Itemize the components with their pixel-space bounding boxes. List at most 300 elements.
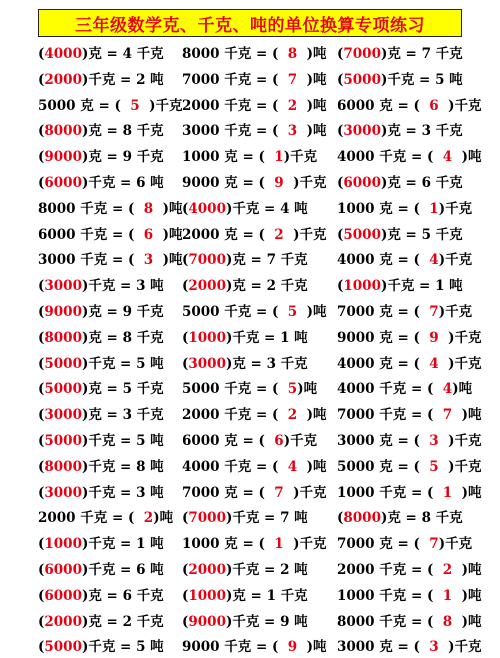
exercise-row [0,611,500,633]
exercise-row [0,275,500,297]
answer-value: 8 [278,46,307,62]
exercise-item [38,430,164,452]
exercise-item [182,611,308,633]
answer-value: 1 [429,200,439,217]
answer-value: 3 [134,252,163,269]
answer-value: 5000 [44,355,82,372]
exercise-text: ( [182,252,189,269]
exercise-item [38,198,182,220]
exercise-text: )吨 [461,149,482,166]
exercise-item [337,611,481,633]
answer-value: 9 [278,639,307,656]
exercise-item [337,43,463,65]
exercise-text: )吨 [306,304,327,320]
answer-value: 3000 [188,355,226,372]
answer-value: 6 [419,97,449,114]
answer-value: 1000 [188,329,226,346]
answer-value: 7 [429,304,439,320]
exercise-text: 1000 千克 = ( [337,587,434,604]
exercise-text: 2000 千克 = ( [337,562,434,578]
exercise-text: )吨 [162,200,183,217]
exercise-text: )千克 = 6 吨 [81,175,164,191]
answer-value: 4 [442,381,453,398]
answer-value: 5000 [343,71,381,88]
answer-value: 7 [433,407,462,424]
answer-value: 5000 [343,226,381,243]
exercise-text: 8000 千克 = ( [182,46,279,62]
exercise-text: 7000 克 = ( [337,536,430,553]
exercise-item [38,507,173,529]
answer-value: 7000 [188,252,226,269]
exercise-text: ( [38,613,45,630]
exercise-text: ( [337,46,344,62]
exercise-text: ( [38,355,45,372]
exercise-text: )吨 [461,562,482,578]
exercise-text: )千克 [438,304,473,320]
exercise-text: ( [38,149,45,166]
exercise-item [182,146,317,168]
exercise-item [182,507,308,529]
exercise-row [0,69,500,91]
exercise-row [0,249,500,271]
exercise-text: ( [182,613,189,630]
exercise-text: )克 = 5 千克 [380,226,463,243]
exercise-item [337,69,463,91]
answer-value: 5000 [44,639,82,656]
exercise-item [182,327,308,349]
answer-value: 4 [278,458,307,475]
exercise-row [0,43,500,65]
exercise-text: )克 = 2 千克 [81,613,164,630]
answer-value: 1 [433,587,462,604]
answer-value: 6 [274,433,284,449]
exercise-text: )吨 [306,97,327,114]
exercise-text: )千克 = 5 吨 [380,71,463,88]
exercise-text: 8000 千克 = ( [337,613,434,630]
exercise-text: 3000 克 = ( [337,433,420,449]
answer-value: 5 [287,381,298,398]
exercise-item [182,353,308,375]
answer-value: 1000 [343,278,381,295]
exercise-text: ( [182,278,189,295]
exercise-text: )吨 [461,484,482,501]
exercise-item [337,249,472,271]
exercise-text: )千克 [283,433,318,449]
exercise-text: ( [38,562,45,578]
exercise-text: ( [337,510,344,527]
answer-value: 9 [419,329,449,346]
exercise-text: 4000 千克 = ( [337,149,434,166]
exercise-text: 3000 千克 = ( [182,123,279,140]
answer-value: 5 [120,97,150,114]
exercise-text: ( [38,639,45,656]
exercise-text: ( [182,562,189,578]
exercise-item [337,507,463,529]
exercise-text: )千克 = 1 吨 [380,278,463,295]
answer-value: 1000 [44,536,82,553]
exercise-text: 5000 克 = ( [38,97,121,114]
exercise-text: )吨 [162,226,183,243]
exercise-text: 7000 千克 = ( [337,407,434,424]
title-banner [38,9,462,37]
answer-value: 1000 [188,587,226,604]
exercise-row [0,95,500,117]
exercise-text: 1000 克 = ( [337,200,430,217]
exercise-text: )千克 = 2 吨 [225,562,308,578]
exercise-text: ( [182,355,189,372]
exercise-row [0,404,500,426]
answer-value: 5000 [44,433,82,449]
exercise-item [337,482,481,504]
exercise-item [38,146,164,168]
exercise-text: 4000 千克 = ( [337,381,443,398]
answer-value: 7 [278,71,307,88]
answer-value: 8000 [44,329,82,346]
exercise-text: )千克 = 9 吨 [225,613,308,630]
exercise-text: )克 = 1 千克 [225,587,308,604]
exercise-text: )克 = 8 千克 [81,329,164,346]
exercise-text: )千克 = 3 吨 [81,484,164,501]
exercise-text: )千克 [149,97,183,114]
exercise-item [182,533,326,555]
answer-value: 3000 [343,123,381,140]
answer-value: 1 [264,536,294,553]
exercise-text: ( [38,278,45,295]
exercise-text: )千克 [293,536,327,553]
exercise-text: ( [182,587,189,604]
exercise-text: )千克 = 1 吨 [225,329,308,346]
answer-value: 3 [419,639,449,656]
exercise-text: 6000 克 = ( [337,97,420,114]
answer-value: 7000 [188,510,226,527]
exercise-text: ( [38,587,45,604]
exercise-text: )克 = 9 千克 [81,149,164,166]
exercise-row [0,507,500,529]
exercise-text: )吨 [297,381,318,398]
exercise-text: )千克 = 5 吨 [81,433,164,449]
answer-value: 1 [433,484,462,501]
exercise-item [337,327,481,349]
exercise-item [182,43,326,65]
exercise-text: )千克 = 8 吨 [81,458,164,475]
exercise-item [38,456,164,478]
answer-value: 2 [433,562,462,578]
exercise-text: ( [38,433,45,449]
exercise-item [182,301,326,323]
exercise-item [337,172,463,194]
exercise-row [0,301,500,323]
answer-value: 8000 [343,510,381,527]
exercise-text: )克 = 7 千克 [380,46,463,62]
exercise-item [337,146,481,168]
exercise-row [0,172,500,194]
exercise-text: 9000 千克 = ( [182,639,279,656]
exercise-text: 2000 克 = ( [182,226,265,243]
answer-value: 2000 [188,562,226,578]
answer-value: 4 [419,355,449,372]
exercise-text: )克 = 6 千克 [380,175,463,191]
exercise-text: 5000 千克 = ( [182,304,279,320]
answer-value: 2000 [44,71,82,88]
answer-value: 8000 [44,123,82,140]
exercise-text: )千克 [293,175,327,191]
exercise-text: 7000 千克 = ( [182,71,279,88]
answer-value: 8 [134,200,163,217]
answer-value: 2000 [44,613,82,630]
exercise-row [0,456,500,478]
exercise-item [38,95,182,117]
answer-value: 4000 [44,46,82,62]
answer-value: 4 [433,149,462,166]
page-title: 三年级数学克、千克、吨的单位换算专项练习 [75,15,425,36]
answer-value: 8000 [44,458,82,475]
exercise-text: ( [38,71,45,88]
exercise-text: )千克 = 7 吨 [225,510,308,527]
exercise-item [182,585,308,607]
exercise-text: )吨 [306,71,327,88]
exercise-item [38,224,182,246]
exercise-item [182,224,326,246]
answer-value: 3000 [44,484,82,501]
exercise-text: )克 = 3 千克 [225,355,308,372]
exercise-text: )千克 [293,484,327,501]
exercise-text: )千克 [448,97,482,114]
exercise-item [38,378,164,400]
exercise-text: )吨 [306,46,327,62]
answer-value: 6000 [44,175,82,191]
exercise-item [38,353,164,375]
answer-value: 2 [278,97,307,114]
exercise-row [0,533,500,555]
exercise-text: ( [38,458,45,475]
exercise-text: )吨 [452,381,473,398]
exercise-text: )克 = 6 千克 [81,587,164,604]
exercise-row [0,482,500,504]
exercise-item [38,120,164,142]
exercise-text: )千克 = 4 吨 [225,200,308,217]
exercise-text: 1000 克 = ( [182,149,275,166]
exercise-item [38,636,164,658]
answer-value: 4 [429,252,439,269]
exercise-item [38,172,164,194]
exercise-row [0,198,500,220]
exercise-text: 6000 克 = ( [182,433,275,449]
exercise-text: )克 = 4 千克 [81,46,164,62]
exercise-item [182,275,308,297]
exercise-text: )千克 [293,226,327,243]
exercise-text: 2000 千克 = ( [182,97,279,114]
exercise-item [182,430,317,452]
exercise-text: ( [182,329,189,346]
exercise-text: )千克 = 5 吨 [81,355,164,372]
exercise-text: ( [38,329,45,346]
exercise-item [337,198,472,220]
exercise-text: )千克 = 6 吨 [81,562,164,578]
answer-value: 2 [264,226,294,243]
exercise-text: ( [182,510,189,527]
exercise-item [182,69,326,91]
answer-value: 9 [264,175,294,191]
exercise-text: )吨 [306,123,327,140]
answer-value: 7000 [343,46,381,62]
answer-value: 3000 [44,407,82,424]
exercise-item [38,43,164,65]
exercise-row [0,585,500,607]
exercise-item [38,533,164,555]
exercise-text: )克 = 3 千克 [81,407,164,424]
answer-value: 2 [143,510,154,527]
exercise-text: ( [38,484,45,501]
exercise-text: )克 = 8 千克 [81,123,164,140]
exercise-item [337,404,481,426]
answer-value: 2 [278,407,307,424]
exercise-item [38,275,164,297]
answer-value: 1 [274,149,284,166]
exercise-item [337,456,481,478]
exercise-row [0,224,500,246]
exercise-item [38,69,164,91]
answer-value: 3000 [44,278,82,295]
exercise-text: 2000 千克 = ( [182,407,279,424]
exercise-row [0,378,500,400]
answer-value: 3 [419,433,449,449]
exercise-item [337,430,481,452]
exercise-item [38,482,164,504]
exercise-text: 5000 千克 = ( [182,381,288,398]
exercise-item [182,120,326,142]
exercise-item [182,95,326,117]
exercise-text: )千克 = 5 吨 [81,639,164,656]
exercise-item [337,353,481,375]
exercise-item [182,404,326,426]
exercise-text: )吨 [461,587,482,604]
exercise-text: 5000 克 = ( [337,458,420,475]
exercise-text: 4000 千克 = ( [182,458,279,475]
exercise-item [182,482,326,504]
exercise-item [38,327,164,349]
exercise-text: ( [337,71,344,88]
exercise-text: )千克 [438,536,473,553]
exercise-text: 6000 千克 = ( [38,226,135,243]
exercise-text: )克 = 8 千克 [380,510,463,527]
exercise-text: )吨 [306,458,327,475]
exercise-text: ( [38,46,45,62]
exercise-text: 8000 千克 = ( [38,200,135,217]
exercise-text: )吨 [306,407,327,424]
exercise-text: 4000 克 = ( [337,355,420,372]
exercise-text: 2000 千克 = ( [38,510,144,527]
exercise-text: )克 = 7 千克 [225,252,308,269]
answer-value: 8 [433,613,462,630]
exercise-item [337,559,481,581]
exercise-text: ( [38,304,45,320]
exercise-item [182,198,308,220]
exercise-row [0,636,500,658]
exercise-row [0,559,500,581]
exercise-text: ( [337,226,344,243]
exercise-text: )千克 [438,252,473,269]
answer-value: 5 [419,458,449,475]
answer-value: 3 [278,123,307,140]
exercise-text: 3000 千克 = ( [38,252,135,269]
exercise-text: )克 = 9 千克 [81,304,164,320]
exercise-item [182,378,317,400]
exercise-text: 4000 克 = ( [337,252,430,269]
exercise-text: )千克 [283,149,318,166]
exercise-text: )千克 [438,200,473,217]
answer-value: 7 [429,536,439,553]
exercise-text: )克 = 2 千克 [225,278,308,295]
exercise-text: )千克 [448,458,482,475]
answer-value: 9000 [44,149,82,166]
answer-value: 2000 [188,278,226,295]
exercise-text: )吨 [461,407,482,424]
exercise-text: )千克 [448,329,482,346]
exercise-row [0,120,500,142]
exercise-item [337,636,481,658]
exercise-row [0,327,500,349]
answer-value: 5000 [44,381,82,398]
exercise-item [38,559,164,581]
exercise-text: ( [182,200,189,217]
exercise-item [38,404,164,426]
exercise-item [182,456,326,478]
exercise-text: ( [38,175,45,191]
exercise-row [0,353,500,375]
exercise-text: )千克 [448,433,482,449]
answer-value: 6000 [343,175,381,191]
exercise-text: ( [337,123,344,140]
exercise-item [337,95,481,117]
exercise-item [182,636,326,658]
exercise-item [182,559,308,581]
exercise-text: ( [38,123,45,140]
exercise-text: 1000 千克 = ( [337,484,434,501]
exercise-text: )千克 = 1 吨 [81,536,164,553]
exercise-item [337,275,463,297]
exercise-item [337,378,472,400]
exercise-item [38,585,164,607]
exercise-item [182,172,326,194]
exercise-text: 1000 克 = ( [182,536,265,553]
exercise-item [182,249,308,271]
exercise-text: 7000 克 = ( [337,304,430,320]
exercise-item [38,249,182,271]
exercise-item [337,120,463,142]
exercise-text: )吨 [153,510,174,527]
exercise-text: )克 = 3 千克 [380,123,463,140]
exercise-item [337,533,472,555]
exercise-row [0,430,500,452]
answer-value: 9000 [44,304,82,320]
exercise-row [0,146,500,168]
exercise-text: ( [337,278,344,295]
exercise-text: ( [337,175,344,191]
exercise-text: )千克 [448,639,482,656]
answer-value: 7 [264,484,294,501]
exercise-item [337,224,463,246]
exercise-text: ( [38,407,45,424]
exercise-text: )吨 [306,639,327,656]
exercise-text: 3000 克 = ( [337,639,420,656]
exercise-text: )克 = 5 千克 [81,381,164,398]
exercise-text: 7000 克 = ( [182,484,265,501]
exercise-item [337,585,481,607]
exercise-item [38,301,164,323]
answer-value: 5 [278,304,307,320]
exercise-text: ( [38,381,45,398]
answer-value: 6000 [44,562,82,578]
